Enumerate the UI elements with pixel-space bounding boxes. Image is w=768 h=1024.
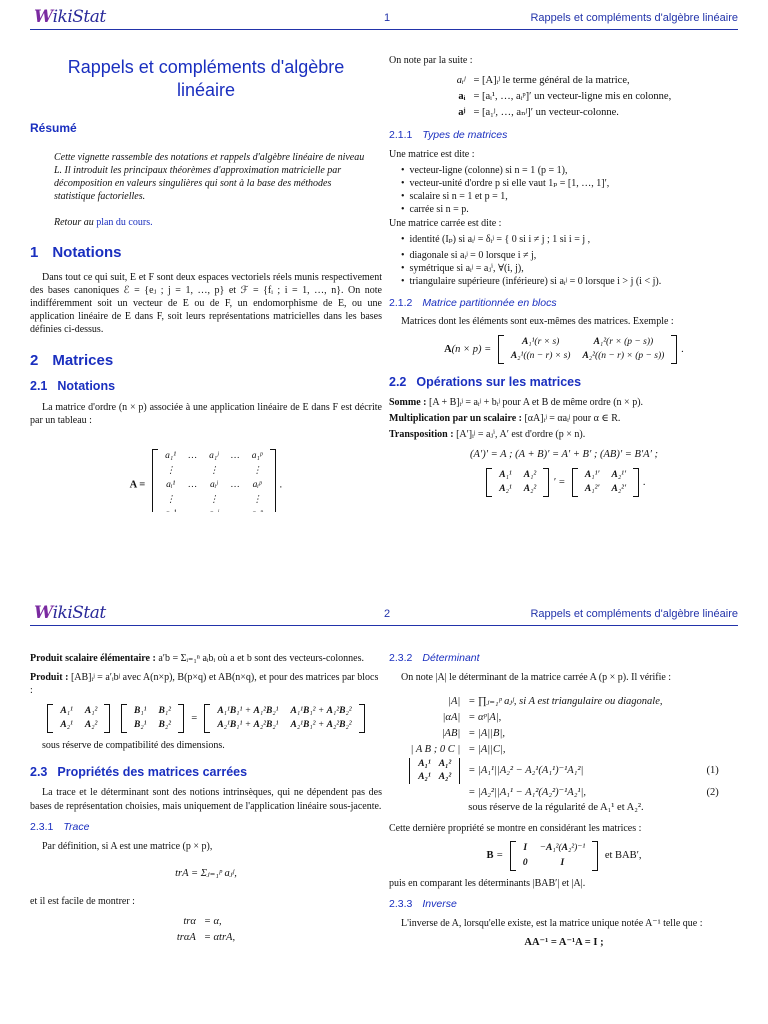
det-properties: |A| = ∏ⱼ₌₁ᵖ aⱼʲ, si A est triangulaire ou diagonale, |αA| = αᵖ|A|, |AB| = |A||B|, | A B ; 0 C | = |A||C|, A₁¹ A₁² A₂¹ A₂² = |A₁¹||A₂² − A₂¹(A₁¹)⁻¹A₁²| (1) = |A₂²||A₁¹ − A₁²(A₂²)⁻¹A₂¹|, (2) sous réserve de la régularité de A₁¹ et A₂². <box>410 696 719 814</box>
page-2 <box>0 596 768 1024</box>
section-2-1-2-text: Matrices dont les éléments sont eux-mêmes des matrices. Exemple : <box>401 316 674 328</box>
inverse-equation: AA⁻¹ = A⁻¹A = I ; <box>524 936 604 948</box>
abstract: Cette vignette rassemble des notations et rappels d'algèbre linéaire de niveau L. Il introduit les principaux théorèmes d'approximation matricielle par décomposition en valeurs singulières qui sont à la base des méthodes statistique factorielles. <box>54 151 365 203</box>
list-item: • diagonale si aᵢʲ = 0 lorsque i ≠ j, <box>401 249 739 262</box>
page-header <box>30 8 738 30</box>
list-item: • symétrique si aᵢʲ = aⱼⁱ, ∀(i, j), <box>401 262 739 275</box>
right-column <box>389 54 739 503</box>
section-2-1-text: La matrice d'ordre (n × p) associée à une application linéaire de E dans F est décrite par un tableau : <box>30 401 382 426</box>
section-1-text: Dans tout ce qui suit, E et F sont deux espaces vectoriels réels munis respectivement des bases canoniques ℰ = {eⱼ ; j = 1, …, p} et ℱ = {fᵢ ; i = 1, …, n}. On note indifféremment soit un vecteur de E ou de F, un endomorphisme de E, ou une application linéaire de E dans F, soit leurs représentations matricielles dans les bases définies ci-dessus. <box>30 271 382 336</box>
types-list <box>401 164 739 217</box>
inverse-text: L'inverse de A, lorsqu'elle existe, est la matrice unique notée A⁻¹ telle que : <box>401 917 703 929</box>
B-matrix-equation: B = I −A₁²(A₂²)⁻¹ 0 I et BAB′, <box>389 841 739 870</box>
block-product-equation: A₁¹ A₁² A₂¹ A₂² B₁¹ B₁² B₂¹ B₂² = A₁¹B₁¹ + A₁²B₂¹ A₁¹B₁² + A₁²B₂² A₂¹B₁¹ + A₂²B₂¹ A₂¹B₁² + A₂²B₂² <box>30 704 382 733</box>
page-gap <box>0 512 768 596</box>
page-number: 1 <box>383 12 391 24</box>
section-2-3-text: La trace et le déterminant sont des notions intrinsèques, qui ne dépendent pas des bases de représentation choisies, mais uniquement de l'application linéaire sous-jacente. <box>30 787 382 812</box>
section-2-1-heading: 2.1 Notations <box>30 379 116 394</box>
section-1-heading: 1 Notations <box>30 243 122 261</box>
block-matrix: A₁¹(r × s) A₁²(r × (p − s)) A₂¹((n − r) × s) A₂²((n − r) × (p − s)) <box>498 335 677 364</box>
det-follow: Cette dernière propriété se montre en considérant les matrices : <box>389 823 642 835</box>
list-item: • triangulaire supérieure (inférieure) si aᵢʲ = 0 lorsque i > j (i < j). <box>401 275 739 288</box>
det-intro: On note |A| le déterminant de la matrice carrée A (p × p). Il vérifie : <box>401 671 672 683</box>
trace-follow: et il est facile de montrer : <box>30 895 135 907</box>
block-transpose-equation: A₁¹ A₁² A₂¹ A₂² ′ = A₁¹′ A₂¹′ A₁²′ A₂²′ . <box>389 468 739 497</box>
section-2-3-1-heading: 2.3.1 Trace <box>30 820 90 833</box>
op-scalaire: Multiplication par un scalaire : [αA]ᵢʲ = αaᵢʲ pour α ∈ R. <box>389 413 621 425</box>
wikistat-logo: WikiStat <box>34 7 106 27</box>
op-transposition: Transposition : [A′]ᵢʲ = aⱼⁱ, A′ est d'ordre (p × n). <box>389 429 586 441</box>
section-2-heading: 2 Matrices <box>30 351 114 369</box>
header-title: Rappels et compléments d'algèbre linéaire <box>530 12 738 24</box>
section-2-1-1-heading: 2.1.1 Types de matrices <box>389 128 508 141</box>
section-2-3-2-heading: 2.3.2 Déterminant <box>389 652 480 664</box>
block-matrix-equation: A(n × p) = A₁¹(r × s) A₁²(r × (p − s)) A₂¹((n − r) × s) A₂²((n − r) × (p − s)) . <box>389 335 739 364</box>
list-item: • carrée si n = p. <box>401 203 739 216</box>
square-intro: Une matrice carrée est dite : <box>389 217 502 229</box>
produit: Produit : [AB]ᵢʲ = a′ᵢbʲ avec A(n×p), B(p×q) et AB(n×q), et pour des matrices par blocs : <box>30 672 379 697</box>
document-title: Rappels et compléments d'algèbre linéaire <box>67 57 345 100</box>
resume-heading: Résumé <box>30 121 77 135</box>
retour-prefix: Retour au <box>54 216 94 228</box>
matrix-A-equation: A = a₁¹ … a₁ʲ … a₁ᵖ ⋮ ⋮ ⋮ aᵢ¹ … aᵢʲ … aᵢᵖ ⋮ ⋮ ⋮ . <box>30 449 382 522</box>
section-2-3-heading: 2.3 Propriétés des matrices carrées <box>30 764 248 779</box>
right-column <box>389 652 739 956</box>
note-intro: On note par la suite : <box>389 55 473 66</box>
left-column <box>30 652 382 952</box>
wikistat-logo: WikiStat <box>34 603 106 623</box>
header-title: Rappels et compléments d'algèbre linéaire <box>530 608 738 620</box>
square-types-list <box>401 233 739 289</box>
det-compare: puis en comparant les déterminants |BAB′| et |A|. <box>389 877 586 889</box>
trace-intro: Par définition, si A est une matrice (p × p), <box>42 840 213 852</box>
retour-line <box>54 216 382 229</box>
compat-note: sous réserve de compatibilité des dimensions. <box>42 739 225 751</box>
list-item: • vecteur-unité d'ordre p si elle vaut 1ₚ = [1, …, 1]′, <box>401 177 739 190</box>
trace-equation: trA = Σⱼ₌₁ᵖ aⱼʲ, <box>175 867 237 879</box>
trace-properties: trα = α, trαA = αtrA, <box>176 915 236 943</box>
left-column <box>30 46 382 528</box>
notation-list: aᵢʲ = [A]ᵢʲ le terme général de la matrice, aᵢ = [aᵢ¹, …, aᵢᵖ]′ un vecteur-ligne mis en colonne, aʲ = [a₁ʲ, …, aₙʲ]′ un vecteur-colonne. <box>456 75 672 118</box>
page-number: 2 <box>383 608 391 620</box>
transpose-equation: (A′)′ = A ; (A + B)′ = A′ + B′ ; (AB)′ = B′A′ ; <box>469 448 659 460</box>
types-intro: Une matrice est dite : <box>389 148 475 160</box>
list-item: • vecteur-ligne (colonne) si n = 1 (p = 1), <box>401 164 739 177</box>
page-header <box>30 604 738 626</box>
op-somme: Somme : [A + B]ᵢʲ = aᵢʲ + bᵢʲ pour A et B de même ordre (n × p). <box>389 397 644 409</box>
section-2-1-2-heading: 2.1.2 Matrice partitionnée en blocs <box>389 296 557 309</box>
section-2-3-3-heading: 2.3.3 Inverse <box>389 897 457 910</box>
list-item: • identité (Iₚ) si aᵢʲ = δᵢʲ = { 0 si i ≠ j ; 1 si i = j , <box>401 233 739 246</box>
matrix-A: a₁¹ … a₁ʲ … a₁ᵖ ⋮ ⋮ ⋮ aᵢ¹ … aᵢʲ … aᵢᵖ ⋮ ⋮ ⋮ <box>152 449 276 522</box>
plan-du-cours-link[interactable]: plan du cours. <box>96 216 153 228</box>
list-item: • scalaire si n = 1 et p = 1, <box>401 190 739 203</box>
produit-scalaire: Produit scalaire élémentaire : a′b = Σᵢ₌₁ⁿ aᵢbᵢ où a et b sont des vecteurs-colonnes. <box>30 653 365 664</box>
section-2-2-heading: 2.2 Opérations sur les matrices <box>389 374 582 389</box>
